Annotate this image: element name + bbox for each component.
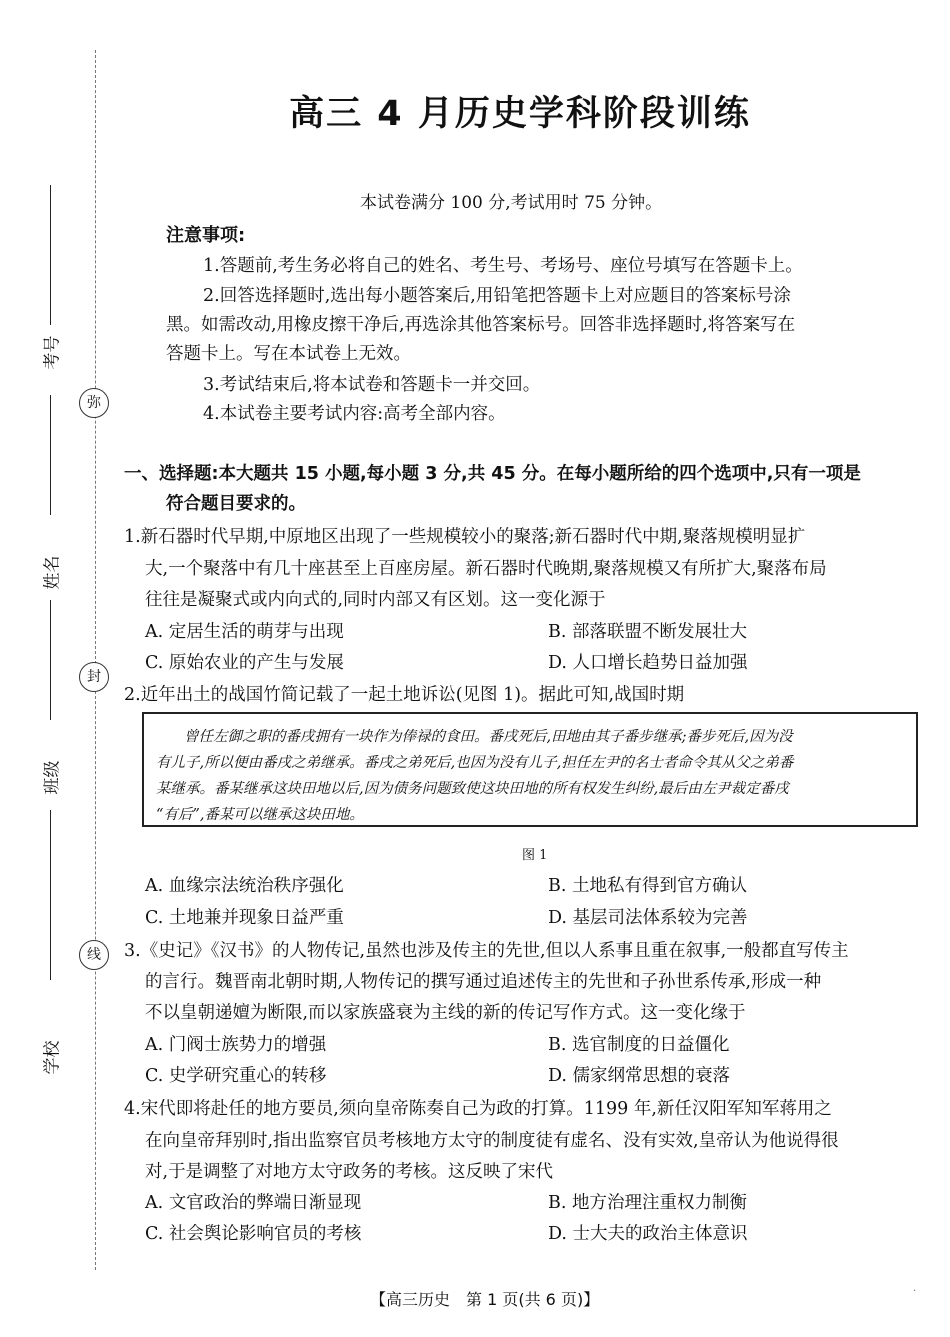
q3-stem-3: 不以皇朝递嬗为断限,而以家族盛衰为主线的新的传记写作方式。这一变化缘于 [145,1003,746,1023]
seal-circle-mi: 弥 [79,388,109,418]
margin-label-banji: 班级 [42,760,63,795]
notice-line-3: 黑。如需改动,用橡皮擦干净后,再选涂其他答案标号。回答非选择题时,将答案写在 [166,315,796,335]
q1-option-c: C. 原始农业的产生与发展 [145,653,344,673]
xuexiao-line [50,810,51,980]
q1-option-a: A. 定居生活的萌芽与出现 [145,622,344,642]
page-footer: 【高三历史 第 1 页(共 6 页)】 [370,1290,600,1309]
q3-stem-2: 的言行。魏晋南北朝时期,人物传记的撰写通过追述传主的先世和子孙世系传承,形成一种 [145,972,822,992]
q2-stem-1: 2.近年出土的战国竹简记载了一起土地诉讼(见图 1)。据此可知,战国时期 [124,685,685,705]
q2-quote-line-2: 有儿子,所以便由番戌之弟继承。番戌之弟死后,也因为没有儿子,担任左尹的名士者命令其从父之弟番 [156,755,794,771]
q3-stem-1: 3.《史记》《汉书》的人物传记,虽然也涉及传主的先世,但以人系事且重在叙事,一般都直写传主 [124,941,849,961]
q1-stem-2: 大,一个聚落中有几十座甚至上百座房屋。新石器时代晚期,聚落规模又有所扩大,聚落布局 [145,559,827,579]
q4-stem-2: 在向皇帝拜别时,指出监察官员考核地方太守的制度徒有虚名、没有实效,皇帝认为他说得很 [145,1131,839,1151]
notice-line-6: 4.本试卷主要考试内容:高考全部内容。 [203,404,506,424]
q3-option-b: B. 选官制度的日益僵化 [548,1035,730,1055]
q4-stem-1: 4.宋代即将赴任的地方要员,须向皇帝陈奏自己为政的打算。1199 年,新任汉阳军知军蒋用之 [124,1099,832,1119]
q2-figure-box [142,712,918,827]
q2-quote-line-3: 某继承。番某继承这块田地以后,因为债务问题致使这块田地的所有权发生纠纷,最后由左尹裁定番戌 [156,781,789,797]
q2-option-b: B. 土地私有得到官方确认 [548,876,747,896]
q2-option-a: A. 血缘宗法统治秩序强化 [145,876,344,896]
q2-option-d: D. 基层司法体系较为完善 [548,908,748,928]
q4-option-b: B. 地方治理注重权力制衡 [548,1193,747,1213]
corner-mark: . [913,1283,917,1294]
seal-dashed-line [95,50,96,1270]
margin-label-xuexiao: 学校 [42,1040,63,1075]
exam-subtitle: 本试卷满分 100 分,考试用时 75 分钟。 [360,193,663,213]
banji-line-top [50,600,51,720]
xingming-line-top [50,395,51,515]
notice-line-5: 3.考试结束后,将本试卷和答题卡一并交回。 [203,375,541,395]
q2-quote-line-4: “有后”,番某可以继承这块田地。 [156,807,364,823]
notice-heading: 注意事项: [166,225,246,246]
q4-stem-3: 对,于是调整了对地方太守政务的考核。这反映了宋代 [145,1162,554,1182]
q4-option-a: A. 文官政治的弊端日渐显现 [145,1193,362,1213]
q4-option-c: C. 社会舆论影响官员的考核 [145,1224,362,1244]
margin-label-kaohao: 考号 [42,335,63,370]
notice-line-2: 2.回答选择题时,选出每小题答案后,用铅笔把答题卡上对应题目的答案标号涂 [203,286,791,306]
q2-quote-line-1: 曾任左御之职的番戌拥有一块作为俸禄的食田。番戌死后,田地由其子番步继承;番步死后,因为没 [184,729,793,745]
notice-line-1: 1.答题前,考生务必将自己的姓名、考生号、考场号、座位号填写在答题卡上。 [203,256,803,276]
q2-figure-caption: 图 1 [522,848,548,863]
section-heading-line-1: 一、选择题:本大题共 15 小题,每小题 3 分,共 45 分。在每小题所给的四个选项中,只有一项是 [124,464,861,484]
notice-line-4: 答题卡上。写在本试卷上无效。 [166,344,411,364]
page-title: 高三 4 月历史学科阶段训练 [289,94,751,134]
q4-option-d: D. 士大夫的政治主体意识 [548,1224,748,1244]
q3-option-a: A. 门阀士族势力的增强 [145,1035,327,1055]
q2-option-c: C. 土地兼并现象日益严重 [145,908,344,928]
seal-circle-xian: 线 [79,940,109,970]
kaohao-line [50,185,51,325]
q1-option-b: B. 部落联盟不断发展壮大 [548,622,747,642]
q3-option-d: D. 儒家纲常思想的衰落 [548,1066,731,1086]
q1-option-d: D. 人口增长趋势日益加强 [548,653,748,673]
q1-stem-1: 1.新石器时代早期,中原地区出现了一些规模较小的聚落;新石器时代中期,聚落规模明显扩 [124,527,806,547]
q3-option-c: C. 史学研究重心的转移 [145,1066,327,1086]
q1-stem-3: 往往是凝聚式或内向式的,同时内部又有区划。这一变化源于 [145,590,606,610]
margin-label-xingming: 姓名 [42,555,63,590]
section-heading-line-2: 符合题目要求的。 [166,494,306,514]
seal-circle-feng: 封 [79,662,109,692]
